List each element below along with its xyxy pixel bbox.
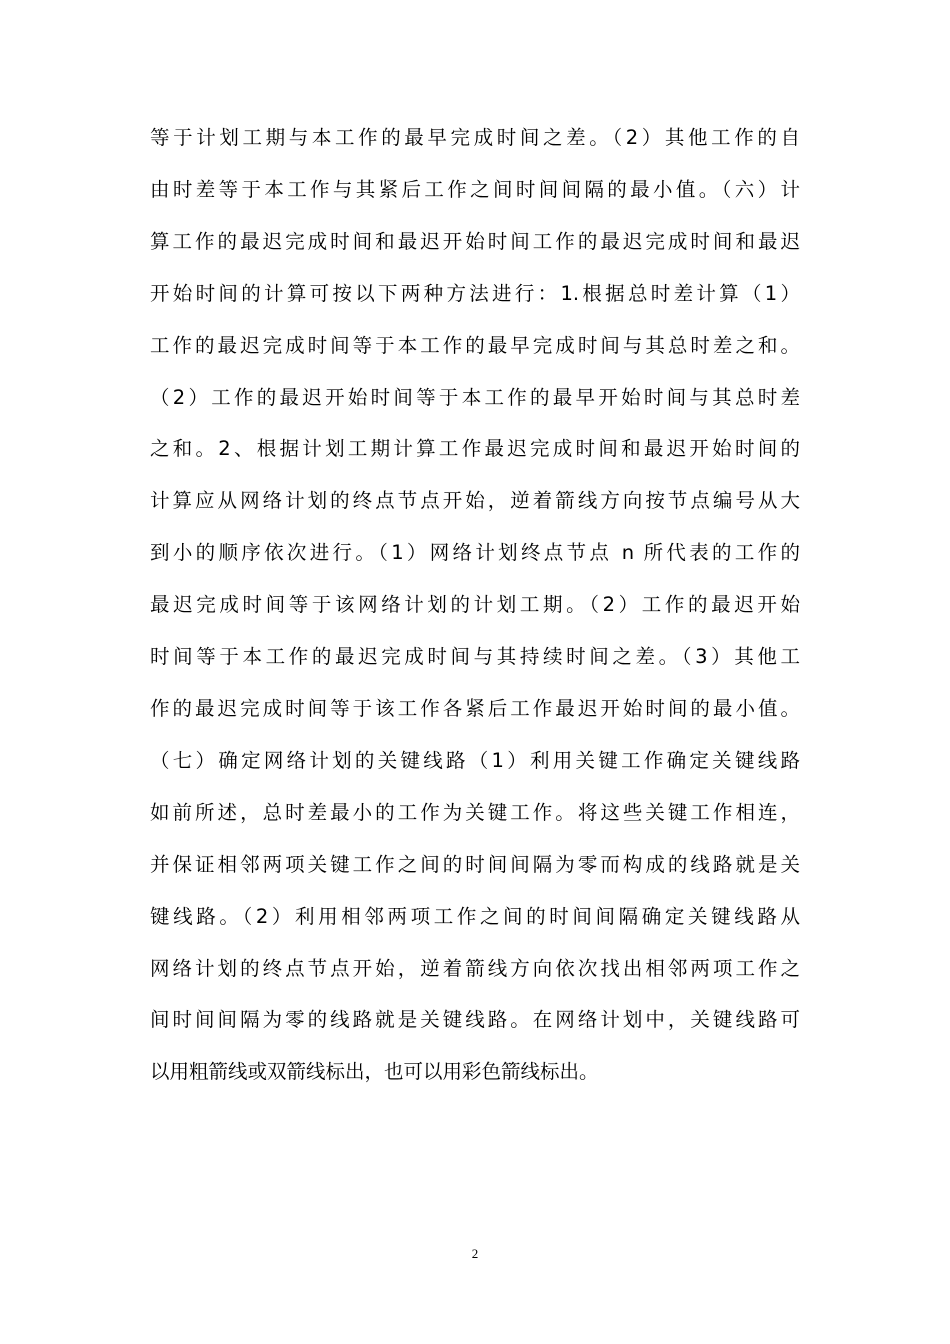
- page-number: 2: [471, 1246, 479, 1261]
- text-line: 时间等于本工作的最迟完成时间与其持续时间之差。（3）其他工: [150, 645, 800, 669]
- text-line: 以用粗箭线或双箭线标出，也可以用彩色箭线标出。: [150, 1060, 599, 1084]
- text-line: 算工作的最迟完成时间和最迟开始时间工作的最迟完成时间和最迟: [150, 229, 800, 253]
- text-line: 之和。2、根据计划工期计算工作最迟完成时间和最迟开始时间的: [150, 437, 800, 461]
- text-line: 由时差等于本工作与其紧后工作之间时间间隔的最小值。（六）计: [150, 177, 800, 201]
- text-line: 网络计划的终点节点开始，逆着箭线方向依次找出相邻两项工作之: [150, 956, 800, 980]
- body-paragraph: [150, 112, 800, 1098]
- text-line: 键线路。（2）利用相邻两项工作之间的时间间隔确定关键线路从: [150, 904, 800, 928]
- text-line: 并保证相邻两项关键工作之间的时间间隔为零而构成的线路就是关: [150, 852, 800, 876]
- text-line: 如前所述，总时差最小的工作为关键工作。将这些关键工作相连，: [150, 800, 800, 824]
- text-line: 等于计划工期与本工作的最早完成时间之差。（2）其他工作的自: [150, 126, 800, 149]
- text-line: （七）确定网络计划的关键线路（1）利用关键工作确定关键线路: [150, 748, 800, 772]
- text-line: 间时间间隔为零的线路就是关键线路。在网络计划中，关键线路可: [150, 1008, 800, 1032]
- text-line: 最迟完成时间等于该网络计划的计划工期。（2）工作的最迟开始: [150, 593, 800, 617]
- text-line: 作的最迟完成时间等于该工作各紧后工作最迟开始时间的最小值。: [150, 696, 800, 720]
- text-line: 到小的顺序依次进行。（1）网络计划终点节点 n 所代表的工作的: [150, 541, 800, 565]
- text-line: 开始时间的计算可按以下两种方法进行：1.根据总时差计算（1）: [150, 281, 800, 305]
- text-line: （2）工作的最迟开始时间等于本工作的最早开始时间与其总时差: [150, 385, 800, 409]
- text-line: 工作的最迟完成时间等于本工作的最早完成时间与其总时差之和。: [150, 333, 800, 357]
- text-line: 计算应从网络计划的终点节点开始，逆着箭线方向按节点编号从大: [150, 489, 800, 513]
